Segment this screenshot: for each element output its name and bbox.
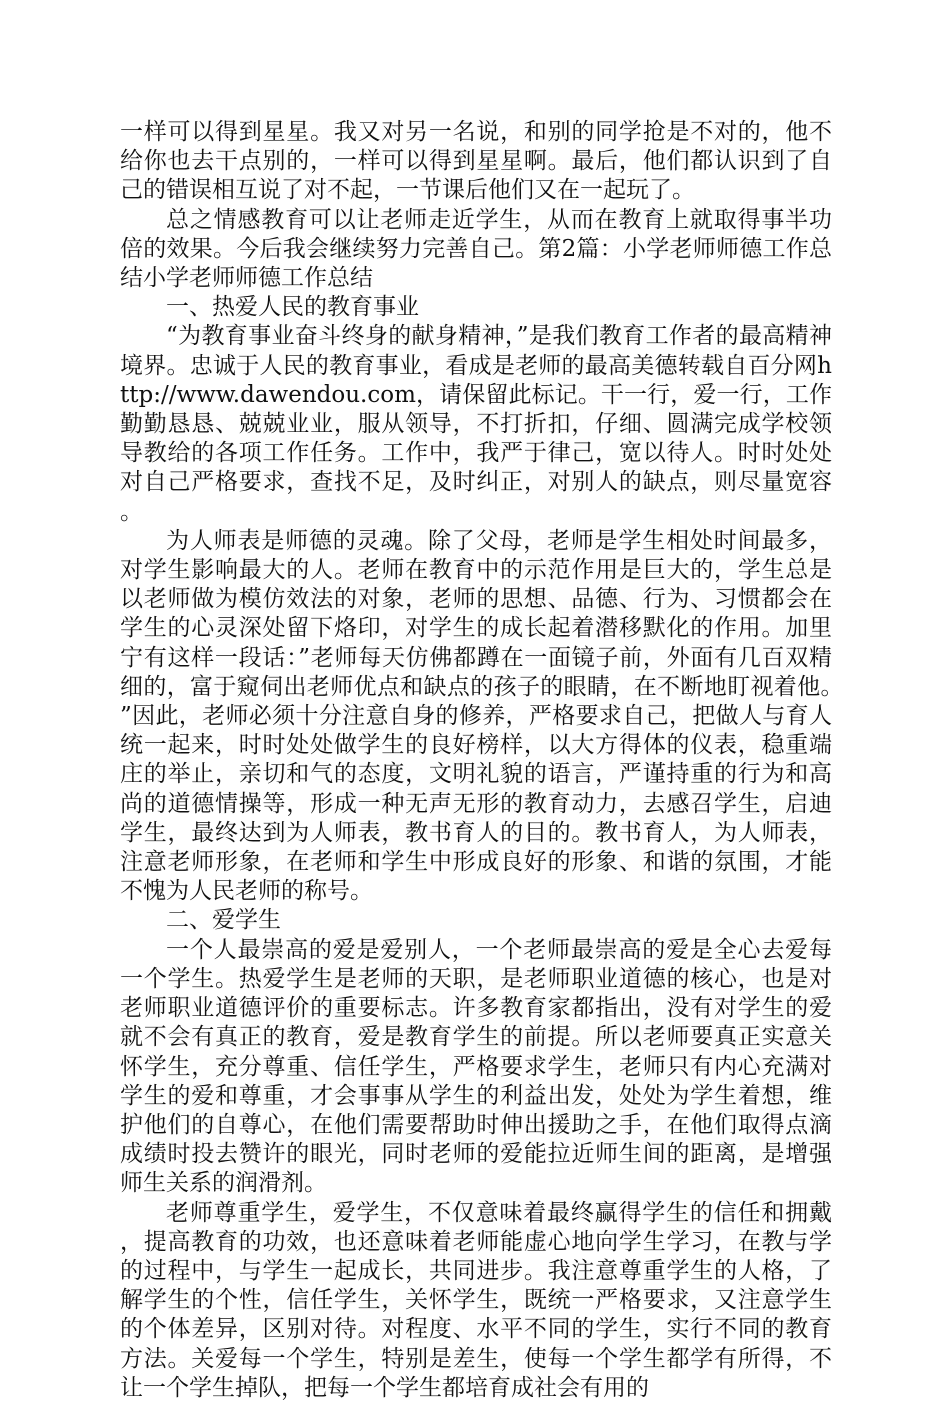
section-heading-1: 一、热爱人民的教育事业 <box>166 294 419 321</box>
paragraph-love-students: 一个人最崇高的爱是爱别人，一个老师最崇高的爱是全心去爱每一个学生。热爱学生是老师的天职，是老师职业道德的核心，也是对老师职业道德评价的重要标志。许多教育家都指出，没有对学生的爱就不会有真正的教育，爱是教育学生的前提。所以老师要真正实意关怀学生，充分尊重、信任学生，严格要求学生，老师只有内心充满对学生的爱和尊重，才会事事从学生的利益出发，处处为学生着想，维护他们的自尊心，在他们需要帮助时伸出援助之手，在他们取得点滴成绩时投去赞许的眼光，同时老师的爱能拉近师生间的距离，是增强师生关系的润滑剂。 <box>120 936 832 1197</box>
document-page <box>120 118 832 1403</box>
paragraph-dedication: “为教育事业奋斗终身的献身精神，”是我们教育工作者的最高精神境界。忠诚于人民的教育事业，看成是老师的最高美德转载自百分网http://www.dawendou.com，请保留此标记。干一行，爱一行，工作勤勤恳恳、兢兢业业，服从领导，不打折扣，仔细、圆满完成学校领导教给的各项工作任务。工作中，我严于律己，宽以待人。时时处处对自己严格要求，查找不足，及时纠正，对别人的缺点，则尽量宽容。 <box>120 323 832 525</box>
paragraph-respect-students: 老师尊重学生，爱学生，不仅意味着最终赢得学生的信任和拥戴，提高教育的功效，也还意味着老师能虚心地向学生学习，在教与学的过程中，与学生一起成长，共同进步。我注意尊重学生的人格，了解学生的个性，信任学生，关怀学生，既统一严格要求，又注意学生的个体差异，区别对待。对程度、水平不同的学生，实行不同的教育方法。关爱每一个学生，特别是差生，使每一个学生都学有所得，不让一个学生掉队，把每一个学生都培育成社会有用的 <box>120 1199 832 1401</box>
paragraph-continuation: 一样可以得到星星。我又对另一名说，和别的同学抢是不对的，他不给你也去干点别的，一样可以得到星星啊。最后，他们都认识到了自己的错误相互说了对不起，一节课后他们又在一起玩了。 <box>120 119 832 204</box>
paragraph-summary: 总之情感教育可以让老师走近学生，从而在教育上就取得事半功倍的效果。今后我会继续努力完善自己。第2篇：小学老师师德工作总结小学老师师德工作总结 <box>120 206 832 292</box>
section-heading-2: 二、爱学生 <box>166 907 281 934</box>
paragraph-role-model: 为人师表是师德的灵魂。除了父母，老师是学生相处时间最多，对学生影响最大的人。老师在教育中的示范作用是巨大的，学生总是以老师做为模仿效法的对象，老师的思想、品德、行为、习惯都会在学生的心灵深处留下烙印，对学生的成长起着潜移默化的作用。加里宁有这样一段话：”老师每天仿佛都蹲在一面镜子前，外面有几百双精细的，富于窥伺出老师优点和缺点的孩子的眼睛，在不断地盯视着他。”因此，老师必须十分注意自身的修养，严格要求自己，把做人与育人统一起来，时时处处做学生的良好榜样，以大方得体的仪表，稳重端庄的举止，亲切和气的态度，文明礼貌的语言，严谨持重的行为和高尚的道德情操等，形成一种无声无形的教育动力，去感召学生，启迪学生，最终达到为人师表，教书育人的目的。教书育人，为人师表，注意老师形象，在老师和学生中形成良好的形象、和谐的氛围，才能不愧为人民老师的称号。 <box>120 527 832 905</box>
